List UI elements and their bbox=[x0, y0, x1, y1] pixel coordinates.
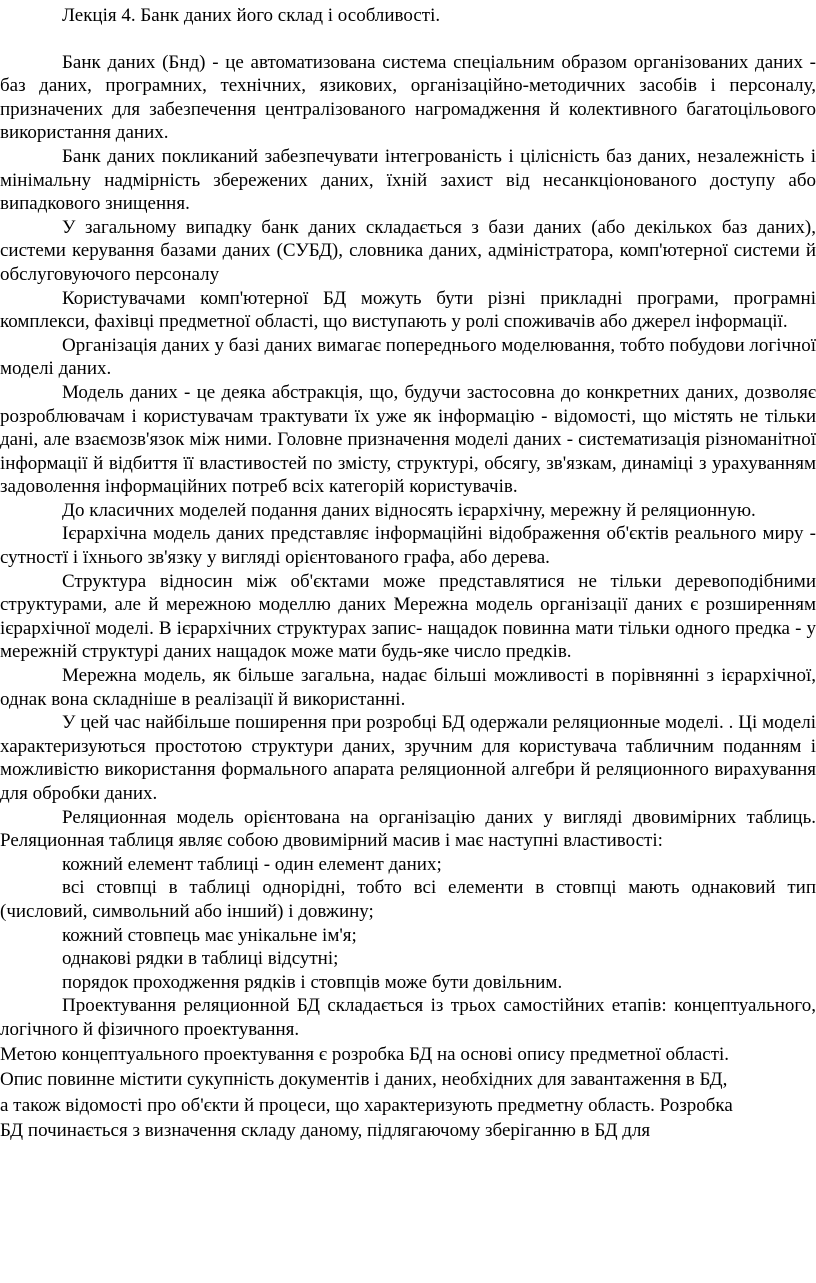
list-item: порядок проходження рядків і стовпців може бути довільним. bbox=[62, 971, 563, 993]
list-item: однакові рядки в таблиці відсутні; bbox=[62, 948, 339, 970]
paragraph-classic-models: До класичних моделей подання даних відносять ієрархічну, мережну й реляционную. bbox=[62, 499, 756, 521]
paragraph-hierarchical-model: Ієрархічна модель даних представляє інформаційні відображення об'єктів реального миру - сутностї і їхнього зв'язку у вигляді орієнтованого графа, або дерева. bbox=[0, 523, 816, 569]
lecture-title: Лекція 4. Банк даних його склад і особливості. bbox=[62, 5, 441, 26]
closing-line: Опис повинне містити сукупність документів і даних, необхідних для завантаження в БД, bbox=[0, 1069, 728, 1091]
paragraph-data-bank-purpose: Банк даних покликаний забезпечувати інтегрованість і цілісність баз даних, незалежність і мінімальну надмірність збережених даних, їхній захист від несанкціонованого доступу або випадкового знищення. bbox=[0, 145, 816, 215]
list-item: кожний елемент таблиці - один елемент даних; bbox=[62, 853, 442, 875]
paragraph-network-structure: Структура відносин між об'єктами може представлятися не тільки деревоподібними структурами, але й мережною моделлю даних Мережна модель організації даних є розширенням ієрархічної моделі. В ієрархічних структурах запис- нащадок повинна мати тільки одного предка - у мережній структурі даних нащадок може мати будь-яке число предків. bbox=[0, 570, 816, 663]
paragraph-data-model: Модель даних - це деяка абстракція, що, будучи застосовна до конкретних даних, дозволяє розроблювачам і користувачам трактувати їх уже як інформацію - відомості, що містять не тільки дані, але взаємозв'язок між ними. Головне призначення моделі даних - систематизація різноманітної інформації й відбиття її властивостей по змісту, структурі, обсягу, зв'язкам, динаміці з урахуванням задоволення інформаційних потреб всіх категорій користувачів. bbox=[0, 381, 816, 498]
paragraph-database-users: Користувачами комп'ютерної БД можуть бути різні прикладні програми, програмні комплекси, фахівці предметної області, що виступають у ролі споживачів або джерел інформації. bbox=[0, 287, 816, 333]
list-item: всі стовпці в таблиці однорідні, тобто всі елементи в стовпці мають однаковий тип (числовий, символьний або інший) і довжину; bbox=[0, 877, 816, 922]
closing-line: БД починається з визначення складу даному, підлягаючому зберіганню в БД для bbox=[0, 1120, 651, 1142]
paragraph-design-stages: Проектування реляционной БД складається із трьох самостійних етапів: концептуального, логічного й фізичного проектування. bbox=[0, 995, 816, 1040]
paragraph-relational-tables: Реляционная модель орієнтована на організацію даних у вигляді двовимірних таблиць. Реляционная таблиця являє собою двовимірний масив і має наступні властивості: bbox=[0, 806, 816, 852]
paragraph-relational-models: У цей час найбільше поширення при розробці БД одержали реляционные моделі. . Ці моделі характеризуються простотою структури даних, зручним для користувача табличним поданням і можливістю використання формального апарата реляционной алгебри й реляционного вирахування для обробки даних. bbox=[0, 712, 816, 804]
paragraph-data-bank-definition: Банк даних (Бнд) - це автоматизована система спеціальним образом організованих даних - баз даних, програмних, технічних, язикових, організаційно-методичних засобів і персоналу, призначених для забезпечення централізованого нагромадження й колективного багатоцільового використання даних. bbox=[0, 51, 816, 144]
paragraph-data-organization: Організація даних у базі даних вимагає попереднього моделювання, тобто побудови логічної моделі даних. bbox=[0, 334, 816, 380]
list-item: кожний стовпець має унікальне ім'я; bbox=[62, 924, 357, 946]
paragraph-network-model: Мережна модель, як більше загальна, надає більші можливості в порівнянні з ієрархічної, однак вона складніше в реалізації й використанні. bbox=[0, 665, 816, 710]
closing-line: Метою концептуального проектування є розробка БД на основі опису предметної області. bbox=[0, 1043, 730, 1065]
paragraph-data-bank-composition: У загальному випадку банк даних складається з бази даних (або декількох баз даних), системи керування базами даних (СУБД), словника даних, адміністратора, комп'ютерної системи й обслуговуючого персоналу bbox=[0, 216, 816, 285]
closing-line: а також відомості про об'єкти й процеси, що характеризують предметну область. Розробка bbox=[0, 1094, 733, 1116]
